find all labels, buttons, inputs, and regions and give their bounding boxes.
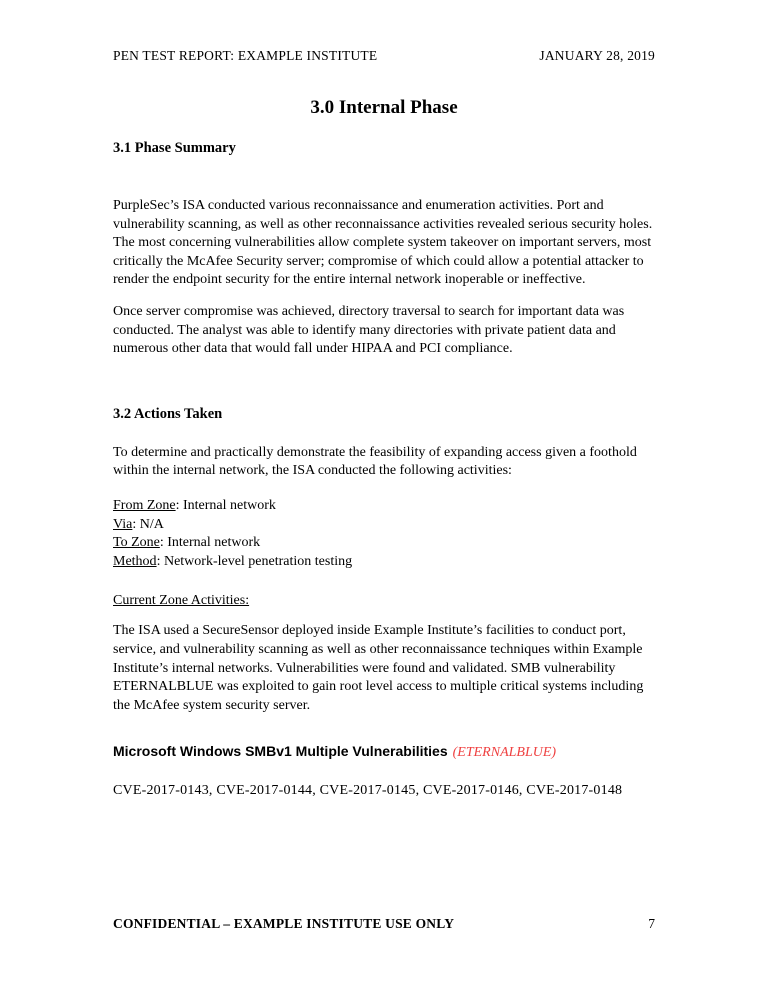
current-zone-activities-paragraph: The ISA used a SecureSensor deployed inside Example Institute’s facilities to conduct port, service, and vulnerability scanning as well as other reconnaissance techniques within Example Institute’s internal networks. Vulnerabilities were found and validated. SMB vulnerability ETERNALBLUE was exploited to gain root level access to multiple critical systems including the McAfee system security server. xyxy=(113,623,644,713)
zone-detail-row-to xyxy=(113,534,655,553)
zone-label: To Zone xyxy=(113,535,160,551)
zone-value: Network-level penetration testing xyxy=(163,553,353,569)
footer-classification: CONFIDENTIAL – EXAMPLE INSTITUTE USE ONLY xyxy=(113,916,455,931)
header-report-title: PEN TEST REPORT: EXAMPLE INSTITUTE xyxy=(113,48,378,63)
main-title: 3.0 Internal Phase xyxy=(310,97,458,118)
zone-label: From Zone xyxy=(113,497,176,513)
zone-separator: : xyxy=(175,497,183,513)
zone-label: Via xyxy=(113,516,133,532)
section-3-1-heading: 3.1 Phase Summary xyxy=(113,140,236,156)
phase-summary-paragraph-1: PurpleSec’s ISA conducted various reconnaissance and enumeration activities. Port and vulnerability scanning, as well as other reconnaissance activities revealed serious security holes. The most concerning vulnerabilities allow complete system takeover on important servers, most critically the McAfee Security server; compromise of which could allow a potential attacker to render the endpoint security for the entire internal network inoperable or ineffective. xyxy=(113,198,653,288)
current-zone-activities-heading xyxy=(113,593,655,609)
zone-detail-row-from xyxy=(113,497,655,516)
vulnerability-title: Microsoft Windows SMBv1 Multiple Vulnerabilities xyxy=(113,743,448,760)
footer-page-number: 7 xyxy=(648,916,655,931)
page-footer xyxy=(113,916,655,932)
vulnerability-tag-eternalblue: (ETERNALBLUE) xyxy=(452,745,557,761)
zone-value: Internal network xyxy=(167,535,261,551)
zone-separator: : xyxy=(159,535,168,551)
zone-details-list xyxy=(113,497,655,571)
zone-detail-row-via xyxy=(113,516,655,535)
zone-separator: : xyxy=(132,516,140,532)
section-3-2-heading: 3.2 Actions Taken xyxy=(113,405,223,422)
zone-detail-row-method xyxy=(113,553,655,572)
zone-separator: : xyxy=(156,553,164,569)
page-header xyxy=(113,48,655,64)
zone-label: Method xyxy=(113,553,157,569)
zone-value: Internal network xyxy=(183,497,276,513)
actions-taken-intro: To determine and practically demonstrate the feasibility of expanding access given a foothold within the internal network, the ISA conducted the following activities: xyxy=(113,444,637,479)
vulnerability-heading xyxy=(113,742,655,762)
cve-list: CVE-2017-0143, CVE-2017-0144, CVE-2017-0145, CVE-2017-0146, CVE-2017-0148 xyxy=(113,783,623,799)
current-zone-activities-label: Current Zone Activities: xyxy=(113,593,250,609)
phase-summary-paragraph-2: Once server compromise was achieved, directory traversal to search for important data was conducted. The analyst was able to identify many directories with private patient data and numerous other data that would fall under HIPAA and PCI compliance. xyxy=(113,303,625,357)
zone-value: N/A xyxy=(139,516,164,532)
header-date: JANUARY 28, 2019 xyxy=(539,48,655,63)
